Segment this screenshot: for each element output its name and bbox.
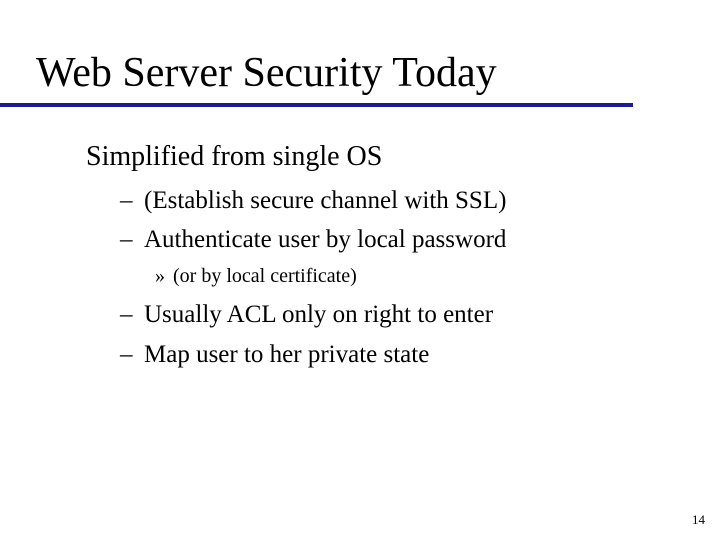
bullet-text: Authenticate user by local password: [144, 226, 507, 253]
bullet-level2: [120, 302, 493, 327]
dash-marker: –: [120, 226, 133, 253]
bullet-level1: [86, 143, 382, 171]
dash-marker: –: [120, 341, 133, 368]
bullet-text: Simplified from single OS: [86, 141, 383, 172]
title-underline: [0, 103, 633, 107]
bullet-text: Usually ACL only on right to enter: [144, 301, 494, 328]
bullet-text: Map user to her private state: [144, 341, 430, 368]
slide-title: Web Server Security Today: [36, 50, 497, 96]
dash-marker: –: [120, 187, 133, 214]
bullet-level3: [155, 266, 357, 286]
bullet-level2: [120, 227, 506, 252]
raquo-marker: »: [155, 265, 165, 287]
bullet-level2: [120, 342, 429, 367]
page-number: 14: [692, 512, 705, 527]
dash-marker: –: [120, 301, 133, 328]
bullet-text: (or by local certificate): [173, 265, 357, 287]
bullet-level2: [120, 188, 506, 213]
bullet-text: (Establish secure channel with SSL): [144, 187, 507, 214]
